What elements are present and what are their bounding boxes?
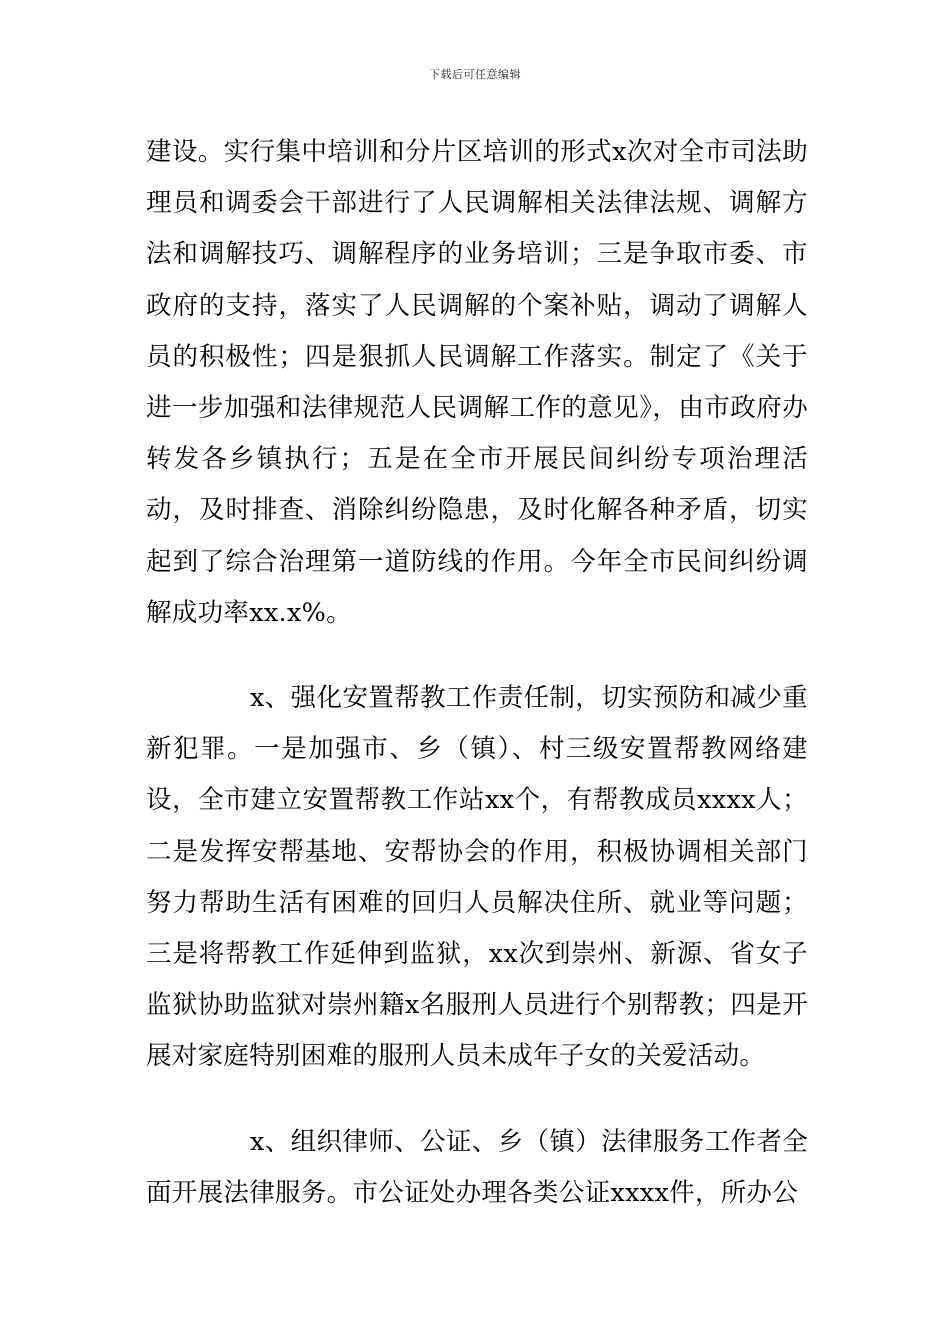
paragraph-legal-services: x、组织律师、公证、乡（镇）法律服务工作者全面开展法律服务。市公证处办理各类公证xxxx件，所办公: [146, 1127, 808, 1209]
header-note: 下载后可任意编辑: [429, 68, 521, 81]
paragraph-mediation-training: 建设。实行集中培训和分片区培训的形式x次对全市司法助理员和调委会干部进行了人民调解相关法律法规、调解方法和调解技巧、调解程序的业务培训；三是争取市委、市政府的支持，落实了人民调解的个案补贴，调动了调解人员的积极性；四是狠抓人民调解工作落实。制定了《关于进一步加强和法律规范人民调解工作的意见》，由市政府办转发各乡镇执行；五是在全市开展民间纠纷专项治理活动，及时排查、消除纠纷隐患，及时化解各种矛盾，切实起到了综合治理第一道防线的作用。今年全市民间纠纷调解成功率xx.x%。: [146, 137, 808, 628]
paragraph-resettlement-assistance: x、强化安置帮教工作责任制，切实预防和减少重新犯罪。一是加强市、乡（镇）、村三级安置帮教网络建设，全市建立安置帮教工作站xx个，有帮教成员xxxx人；二是发挥安帮基地、安帮协会的作用，积极协调相关部门努力帮助生活有困难的回归人员解决住所、就业等问题；三是将帮教工作延伸到监狱，xx次到崇州、新源、省女子监狱协助监狱对崇州籍x名服刑人员进行个别帮教；四是开展对家庭特别困难的服刑人员未成年子女的关爱活动。: [146, 683, 808, 1072]
